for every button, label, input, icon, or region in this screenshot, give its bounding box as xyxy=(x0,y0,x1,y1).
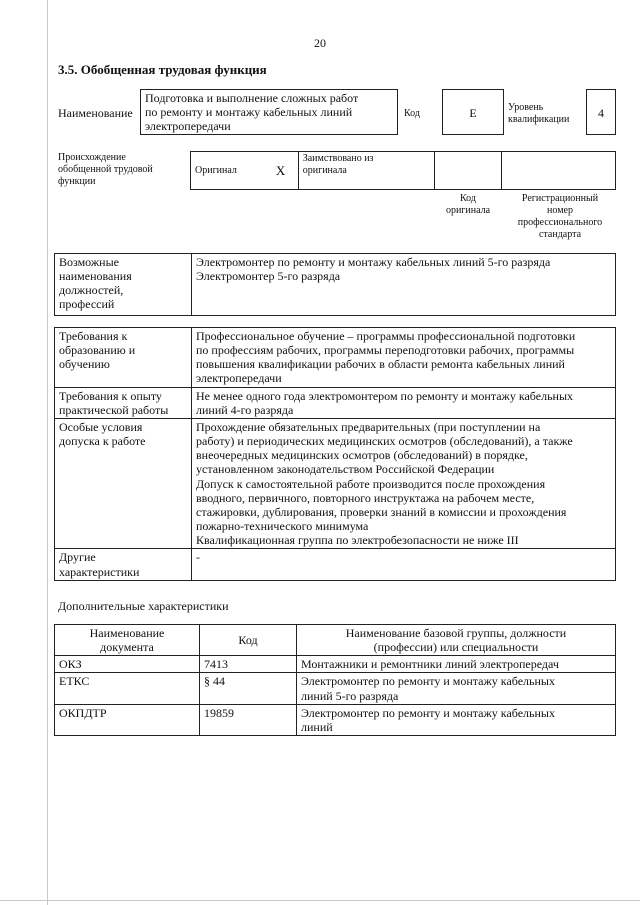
name-label: Наименование xyxy=(58,106,133,120)
header-document xyxy=(55,625,200,656)
requirement-label-line: характеристики xyxy=(59,564,140,579)
scan-left-edge xyxy=(47,0,48,905)
requirement-label xyxy=(55,418,192,548)
function-name-line: Подготовка и выполнение сложных работ xyxy=(145,91,359,105)
origin-table xyxy=(190,151,616,190)
level-label-line: квалификации xyxy=(508,114,570,125)
original-mark: X xyxy=(264,152,299,190)
requirement-line: пожарно-технического минимума xyxy=(196,519,369,534)
name-cell xyxy=(297,704,616,735)
requirement-row xyxy=(55,418,616,548)
requirement-label xyxy=(55,328,192,388)
name-cell-line: Электромонтер по ремонту и монтажу кабельных xyxy=(301,674,555,689)
positions-label xyxy=(55,254,192,316)
requirement-row xyxy=(55,549,616,580)
function-name-line: электропередачи xyxy=(145,119,231,134)
requirement-line: работу) и периодических медицинских осмотров (обследований), а также xyxy=(196,434,573,449)
table-row xyxy=(55,704,616,735)
requirement-label-line: Другие xyxy=(59,550,96,565)
requirement-value xyxy=(192,387,616,418)
requirement-line: линий 4-го разряда xyxy=(196,402,294,417)
origin-label-line: обобщенной трудовой xyxy=(58,164,153,175)
code-label: Код xyxy=(404,108,420,119)
doc-cell: ОКПДТР xyxy=(55,704,200,735)
requirement-row xyxy=(55,328,616,388)
code-value: E xyxy=(442,89,504,135)
requirement-line: установленном законодательством Российской Федерации xyxy=(196,462,495,477)
position-item: Электромонтер 5-го разряда xyxy=(196,269,341,284)
requirement-line: вводного, первичного, повторного инструктажа на рабочем месте, xyxy=(196,490,535,505)
header-name-line: (профессии) или специальности xyxy=(373,640,539,655)
registration-caption xyxy=(504,193,616,241)
section-title: 3.5. Обобщенная трудовая функция xyxy=(58,62,267,77)
borrowed-label-line: оригинала xyxy=(302,165,347,176)
requirement-line: Не менее одного года электромонтером по ремонту и монтажу кабельных xyxy=(196,388,574,403)
requirement-label-line: допуска к работе xyxy=(59,434,146,449)
name-cell-line: линий xyxy=(301,719,333,734)
requirement-line: - xyxy=(196,550,200,565)
requirement-value xyxy=(192,328,616,388)
position-item: Электромонтер по ремонту и монтажу кабельных линий 5-го разряда xyxy=(196,255,551,269)
code-caption-line: оригинала xyxy=(445,205,491,216)
registration-caption-line: стандарта xyxy=(538,229,582,240)
positions-value xyxy=(192,254,616,316)
additional-title: Дополнительные характеристики xyxy=(58,599,229,613)
doc-cell: ОКЗ xyxy=(55,656,200,673)
name-cell-line: линий 5-го разряда xyxy=(301,688,399,703)
requirement-line: внеочередных медицинских осмотров (обследований) в порядке, xyxy=(196,448,528,463)
requirement-label xyxy=(55,387,192,418)
header-name xyxy=(297,625,616,656)
code-caption xyxy=(436,193,500,217)
registration-caption-line: профессионального xyxy=(517,217,603,228)
positions-label-line: профессий xyxy=(59,297,115,312)
function-name-box xyxy=(140,89,398,135)
requirement-value xyxy=(192,418,616,548)
original-code-cell xyxy=(434,152,501,190)
original-label: Оригинал xyxy=(191,152,264,190)
requirement-line: Допуск к самостоятельной работе производится после прохождения xyxy=(196,476,546,491)
requirement-label-line: практической работы xyxy=(59,402,169,417)
requirements-table xyxy=(54,327,616,581)
positions-table xyxy=(54,253,616,316)
requirement-label-line: Требования к xyxy=(59,329,128,343)
requirement-line: по профессиям рабочих, программы переподготовки рабочих, программы xyxy=(196,343,575,358)
registration-number-cell xyxy=(502,152,616,190)
requirement-line: Прохождение обязательных предварительных (при поступлении на xyxy=(196,419,541,434)
code-cell: 7413 xyxy=(200,656,297,673)
requirement-label-line: Особые условия xyxy=(59,419,143,434)
origin-label xyxy=(58,152,153,188)
requirement-label-line: обучению xyxy=(59,357,110,372)
positions-label-line: наименования xyxy=(59,269,132,284)
requirement-line: повышения квалификации рабочих в области ремонта кабельных линий xyxy=(196,357,565,372)
name-cell xyxy=(297,673,616,704)
requirement-value xyxy=(192,549,616,580)
origin-label-line: Происхождение xyxy=(58,152,126,163)
code-caption-line: Код xyxy=(460,193,476,204)
registration-caption-line: Регистрационный xyxy=(521,193,599,204)
table-row xyxy=(55,673,616,704)
requirement-line: Квалификационная группа по электробезопасности не ниже III xyxy=(196,533,519,548)
name-cell xyxy=(297,656,616,673)
additional-header-row xyxy=(55,625,616,656)
header-code: Код xyxy=(200,625,297,656)
table-row xyxy=(55,656,616,673)
header-document-line: Наименование xyxy=(89,626,165,640)
borrowed-label xyxy=(298,152,434,190)
requirement-label xyxy=(55,549,192,580)
requirement-label-line: Требования к опыту xyxy=(59,388,162,403)
requirement-line: стажировки, дублирования, проверки знаний в комиссии и прохождения xyxy=(196,504,567,519)
additional-table xyxy=(54,624,616,736)
code-cell: 19859 xyxy=(200,704,297,735)
function-name-line: по ремонту и монтажу кабельных линий xyxy=(145,105,353,120)
registration-caption-line: номер xyxy=(547,205,573,216)
name-cell-line: Монтажники и ремонтники линий электропередач xyxy=(301,657,559,672)
origin-label-line: функции xyxy=(58,176,96,187)
page-number: 20 xyxy=(314,36,326,50)
requirement-line: электропередачи xyxy=(196,371,282,386)
doc-cell: ЕТКС xyxy=(55,673,200,704)
positions-label-line: Возможные xyxy=(59,255,119,269)
requirement-label-line: образованию и xyxy=(59,343,136,358)
borrowed-label-line: Заимствовано из xyxy=(302,153,374,164)
level-label-line: Уровень xyxy=(508,102,544,113)
positions-label-line: должностей, xyxy=(59,283,124,298)
header-name-line: Наименование базовой группы, должности xyxy=(345,626,567,640)
requirement-line: Профессиональное обучение – программы профессиональной подготовки xyxy=(196,329,576,343)
code-cell: § 44 xyxy=(200,673,297,704)
level-value: 4 xyxy=(586,89,616,135)
header-document-line: документа xyxy=(100,640,154,655)
level-label xyxy=(508,102,569,126)
requirement-row xyxy=(55,387,616,418)
scan-bottom-edge xyxy=(0,900,640,901)
name-cell-line: Электромонтер по ремонту и монтажу кабельных xyxy=(301,705,555,720)
